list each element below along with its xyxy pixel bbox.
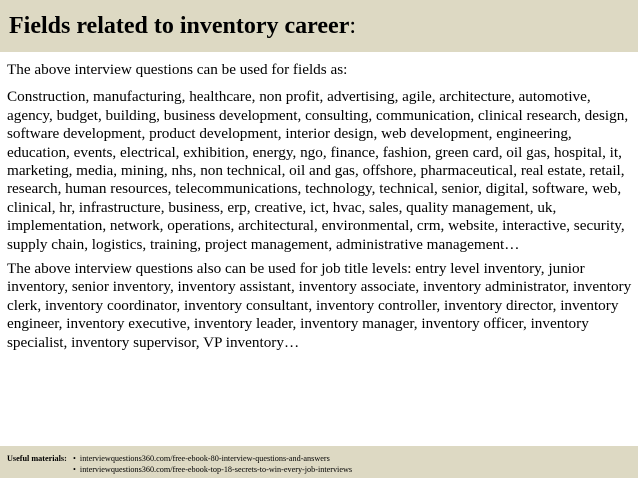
page-title-colon: : <box>349 13 357 39</box>
footer-link-2-text[interactable]: interviewquestions360.com/free-ebook-top-18-secrets-to-win-every-job-interviews <box>79 465 353 474</box>
useful-materials-label: Useful materials: <box>7 454 67 463</box>
slide-content <box>7 61 633 352</box>
footer-link-2[interactable] <box>73 465 352 475</box>
footer-link-1-text[interactable]: interviewquestions360.com/free-ebook-80-interview-questions-and-answers <box>79 454 330 463</box>
page-title <box>9 11 356 41</box>
intro-paragraph: The above interview questions can be used for fields as: <box>7 61 348 78</box>
job-levels-paragraph: The above interview questions also can be used for job title levels: entry level inventory, junior inventory, senior inventory, inventory assistant, inventory associate, inventory administrator, inventory clerk, inventory coordinator, inventory consultant, inventory controller, inventory director, inventory engineer, inventory executive, inventory leader, inventory manager, inventory officer, inventory specialist, inventory supervisor, VP inventory… <box>7 260 632 351</box>
bullet-icon: • <box>73 454 76 463</box>
title-bar <box>0 0 638 52</box>
page-title-text: Fields related to inventory career <box>9 13 350 39</box>
footer-link-1[interactable] <box>73 454 330 464</box>
fields-paragraph: Construction, manufacturing, healthcare, non profit, advertising, agile, architecture, automotive, agency, budget, building, business development, consulting, communication, clinical research, design, software development, product development, interior design, web development, engineering, education, events, electrical, exhibition, energy, ngo, finance, fashion, green card, oil gas, hospital, it, marketing, media, mining, nhs, non technical, oil and gas, offshore, pharmaceutical, real estate, retail, research, human resources, telecommunications, technology, technical, senior, digital, software, web, clinical, hr, infrastructure, business, erp, creative, ict, hvac, sales, quality management, uk, implementation, network, operations, architectural, environmental, crm, website, interactive, security, supply chain, logistics, training, project management, administrative management… <box>7 88 629 253</box>
bullet-icon: • <box>73 465 76 474</box>
